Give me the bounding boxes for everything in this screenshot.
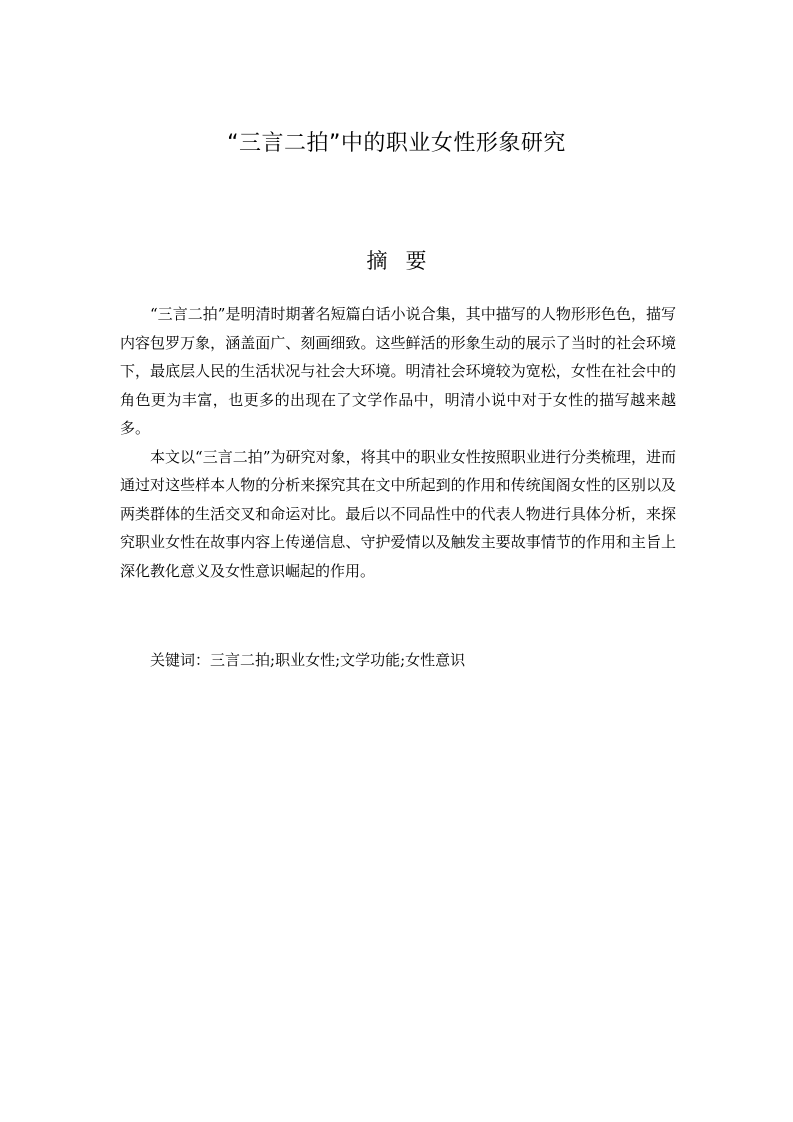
abstract-heading: 摘要 bbox=[366, 249, 445, 273]
abstract-body bbox=[120, 300, 676, 585]
document-title: “三言二拍”中的职业女性形象研究 bbox=[227, 131, 566, 156]
keywords-list: 三言二拍;职业女性;文学功能;女性意识 bbox=[210, 651, 466, 669]
abstract-paragraph-1: “三言二拍”是明清时期著名短篇白话小说合集，其中描写的人物形形色色，描写内容包罗万象，涵盖面广、刻画细致。这些鲜活的形象生动的展示了当时的社会环境下，最底层人民的生活状况与社会大环境。明清社会环境较为宽松，女性在社会中的角色更为丰富，也更多的出现在了文学作品中，明清小说中对于女性的描写越来越多。 bbox=[120, 305, 676, 437]
keywords-line bbox=[150, 646, 670, 674]
keywords-label: 关键词： bbox=[150, 651, 211, 669]
abstract-paragraph-2: 本文以“三言二拍”为研究对象，将其中的职业女性按照职业进行分类梳理，进而通过对这些样本人物的分析来探究其在文中所起到的作用和传统闺阁女性的区别以及两类群体的生活交叉和命运对比。最后以不同品性中的代表人物进行具体分析，来探究职业女性在故事内容上传递信息、守护爱情以及触发主要故事情节的作用和主旨上深化教化意义及女性意识崛起的作用。 bbox=[120, 447, 676, 580]
